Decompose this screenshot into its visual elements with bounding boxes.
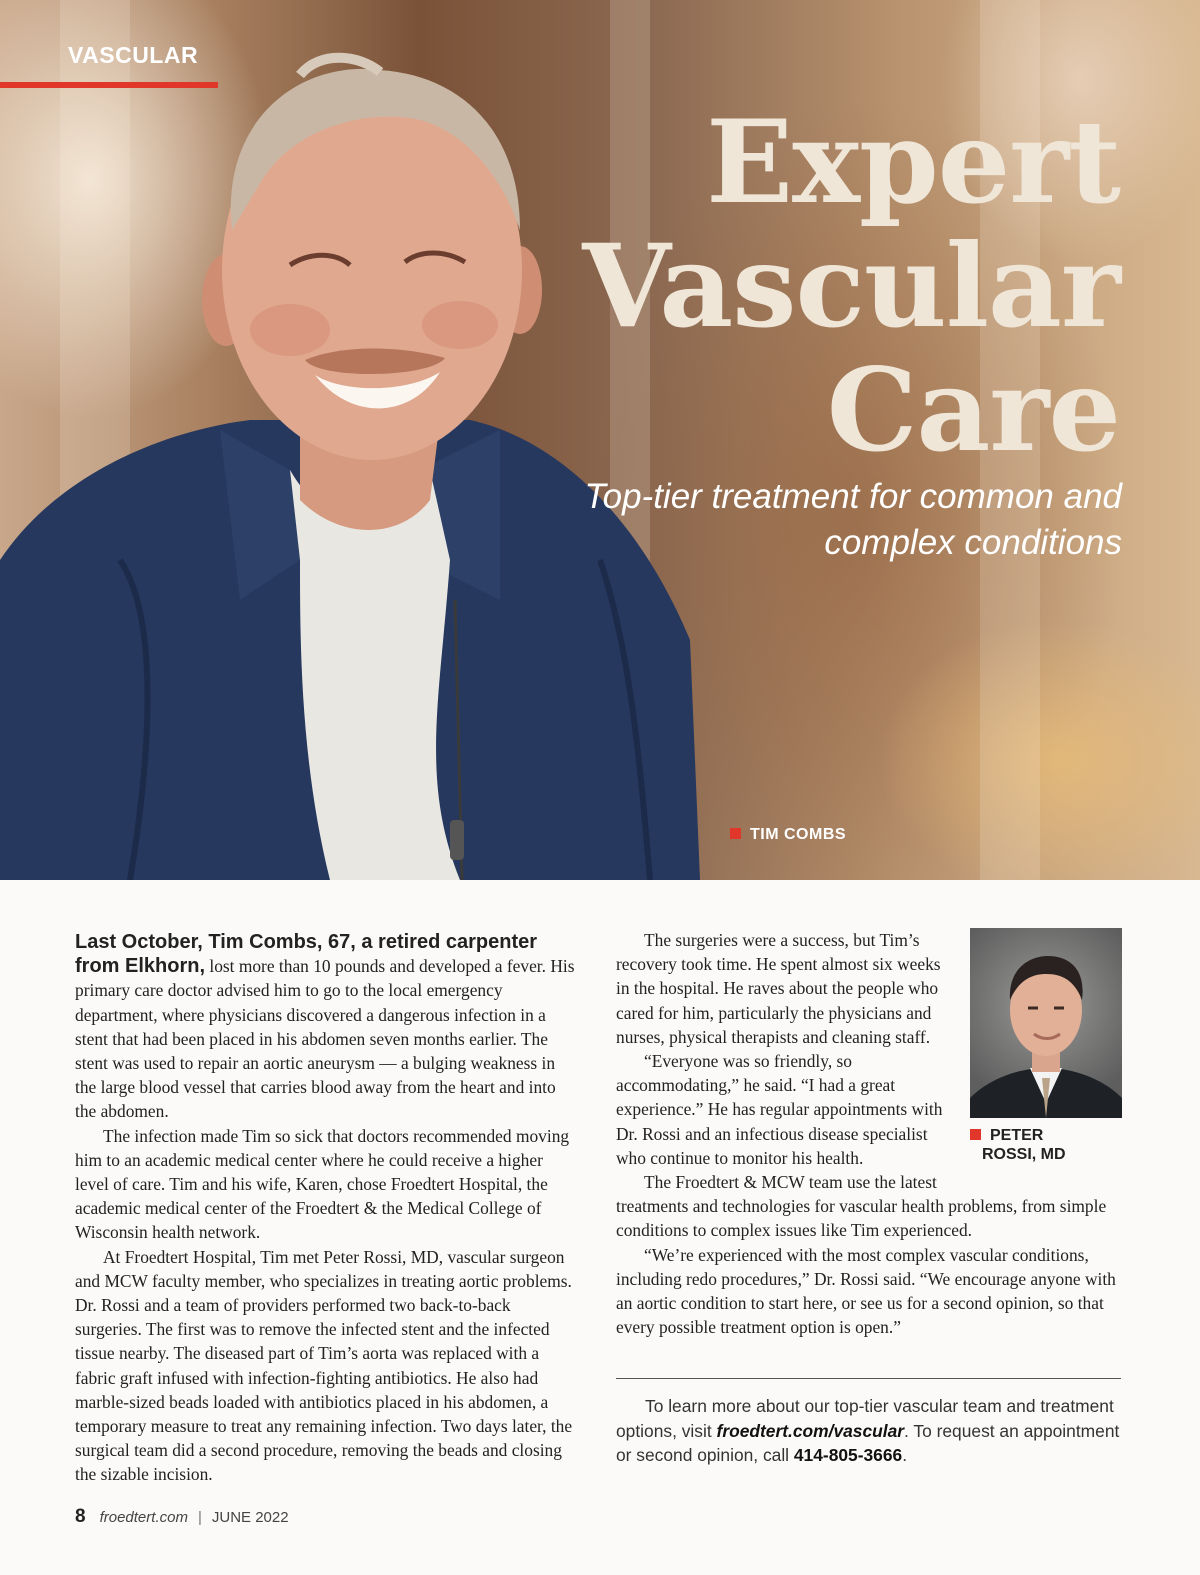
doctor-caption-line-2: ROSSI, MD [982, 1146, 1066, 1163]
page-number: 8 [75, 1506, 86, 1527]
red-square-bullet-icon [970, 1129, 981, 1140]
article-paragraph: “We’re experienced with the most complex vascular conditions, including redo procedures,” Dr. Rossi said. “We encourage anyone with an aortic condition to start here, or see us for a second opinion, so that every possible treatment option is open.” [616, 1244, 1116, 1338]
section-tag: VASCULAR [68, 42, 199, 68]
footer-site[interactable]: froedtert.com [99, 1509, 188, 1526]
cta-divider [616, 1378, 1121, 1379]
article-paragraph: “Everyone was so friendly, so accommodating,” he said. “I had a great experience.” He has regular appointments with Dr. Rossi and an infectious disease specialist who continue to monitor his health. [616, 1051, 943, 1168]
cta-text-post: . [902, 1445, 908, 1465]
lead-rest-text: lost more than 10 pounds and developed a fever. His primary care doctor advised him to go to the local emergency department, where physicians discovered a dangerous infection in a stent that had been placed in his abdomen seven months earlier. The stent was used to repair an aortic aneurysm — a bulging weakness in the large blood vessel that carries blood away from the heart and into the abdomen. [75, 956, 575, 1122]
doctor-caption-line-1: PETER [990, 1127, 1044, 1144]
title-line-2: Vascular [582, 219, 1120, 353]
red-square-bullet-icon [730, 828, 741, 839]
footer-issue: JUNE 2022 [211, 1509, 289, 1526]
lead-bold-text: Last October, Tim Combs, 67, a retired carpenter from Elkhorn, [75, 931, 538, 978]
title-line-3: Care [826, 343, 1120, 477]
article-paragraph: The surgeries were a success, but Tim’s recovery took time. He spent almost six weeks in the hospital. He raves about the people who cared for him, particularly the physicians and nurses, physical therapists and cleaning staff. [616, 930, 941, 1047]
footer-separator: | [197, 1509, 202, 1526]
article-paragraph: The Froedtert & MCW team use the latest treatments and technologies for vascular health problems, from simple conditions to complex issues like Tim experienced. [616, 1172, 1107, 1241]
article-column-2 [616, 928, 1122, 1339]
hero-caption-text: TIM COMBS [750, 826, 847, 843]
article-lead-paragraph [75, 930, 580, 1124]
cta-text-mid: . To request an appointment or second opinion, call [616, 1420, 1120, 1465]
title-line-1: Expert [706, 95, 1120, 229]
article-column-1 [75, 930, 580, 1487]
article-paragraph: The infection made Tim so sick that doctors recommended moving him to an academic medical center where he could receive a higher level of care. Tim and his wife, Karen, chose Froedtert Hospital, the academic medical center of the Froedtert & the Medical College of Wisconsin health network. [75, 1125, 570, 1243]
page-title [582, 95, 1120, 477]
subtitle: Top-tier treatment for common and complex conditions [584, 477, 1122, 562]
article-paragraph: At Froedtert Hospital, Tim met Peter Rossi, MD, vascular surgeon and MCW faculty member, who specializes in treating aortic problems. Dr. Rossi and a team of providers performed two back-to-back surgeries. The first was to remove the infected stent and the infected tissue nearby. The diseased part of Tim’s aorta was replaced with a fabric graft infused with infection-fighting antibiotics. He also had marble-sized beads loaded with antibiotics placed in his abdomen, a temporary measure to treat any remaining infection. Two days later, the surgical team did a second procedure, removing the beads and closing the sizable incision. [75, 1246, 573, 1485]
cta-link[interactable]: froedtert.com/vascular [716, 1420, 905, 1441]
cta-box [616, 1394, 1126, 1468]
hero-caption [730, 826, 846, 844]
cta-text-pre: To learn more about our top-tier vascular team and treatment options, visit [616, 1396, 1114, 1441]
section-tag-rule [0, 82, 218, 88]
headshot-photo-peter-rossi [970, 928, 1122, 1118]
page-footer [75, 1506, 289, 1528]
doctor-caption [970, 1126, 1122, 1164]
cta-phone[interactable]: 414-805-3666 [793, 1445, 903, 1465]
